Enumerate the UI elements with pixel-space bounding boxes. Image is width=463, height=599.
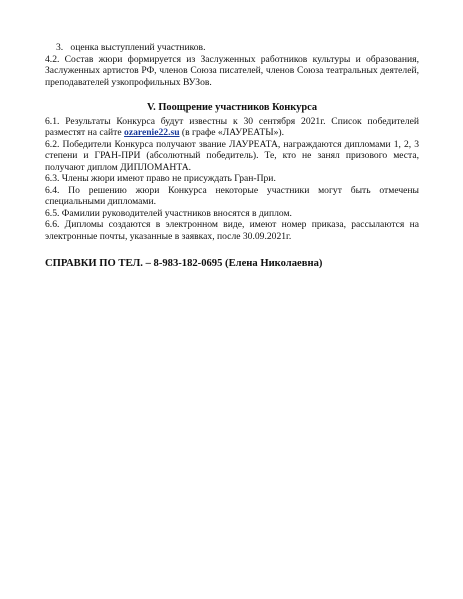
paragraph-6-6: 6.6. Дипломы создаются в электронном виде, имеют номер приказа, рассылаются на электронные почты, указанные в заявках, после 30.09.2021г. xyxy=(45,219,419,242)
paragraph-4-2: 4.2. Состав жюри формируется из Заслуженных работников культуры и образования, Заслуженных артистов РФ, членов Союза писателей, членов Союза театральных деятелей, преподавателей узкопрофильных ВУЗов. xyxy=(45,53,419,88)
list-item-number: 3. xyxy=(56,42,64,53)
paragraph-6-1-text: 6.1. Результаты Конкурса будут известны к 30 сентября 2021г. Список победителей разместят на сайте xyxy=(45,115,419,138)
section-title: V. Поощрение участников Конкурса xyxy=(146,102,318,113)
website-link[interactable]: ozarenie22.su xyxy=(124,127,180,138)
paragraph-6-2: 6.2. Победители Конкурса получают звание ЛАУРЕАТА, награждаются дипломами 1, 2, 3 степени и ГРАН-ПРИ (абсолютный победитель). Те, кто не занял призового места, получают диплом ДИПЛОМАНТА. xyxy=(45,138,419,173)
list-item-3 xyxy=(45,42,419,54)
paragraph-6-3: 6.3. Члены жюри имеют право не присуждать Гран-При. xyxy=(45,173,276,184)
paragraph-6-1-suffix: (в графе «ЛАУРЕАТЫ»). xyxy=(179,127,284,138)
paragraph-6-1 xyxy=(45,116,419,139)
contact-line: СПРАВКИ ПО ТЕЛ. – 8-983-182-0695 (Елена Николаевна) xyxy=(45,258,323,269)
list-item-text: оценка выступлений участников. xyxy=(70,42,206,53)
document-content xyxy=(45,42,419,270)
paragraph-6-4: 6.4. По решению жюри Конкурса некоторые участники могут быть отмечены специальными дипломами. xyxy=(45,184,419,207)
paragraph-6-5: 6.5. Фамилии руководителей участников вносятся в диплом. xyxy=(45,207,292,219)
